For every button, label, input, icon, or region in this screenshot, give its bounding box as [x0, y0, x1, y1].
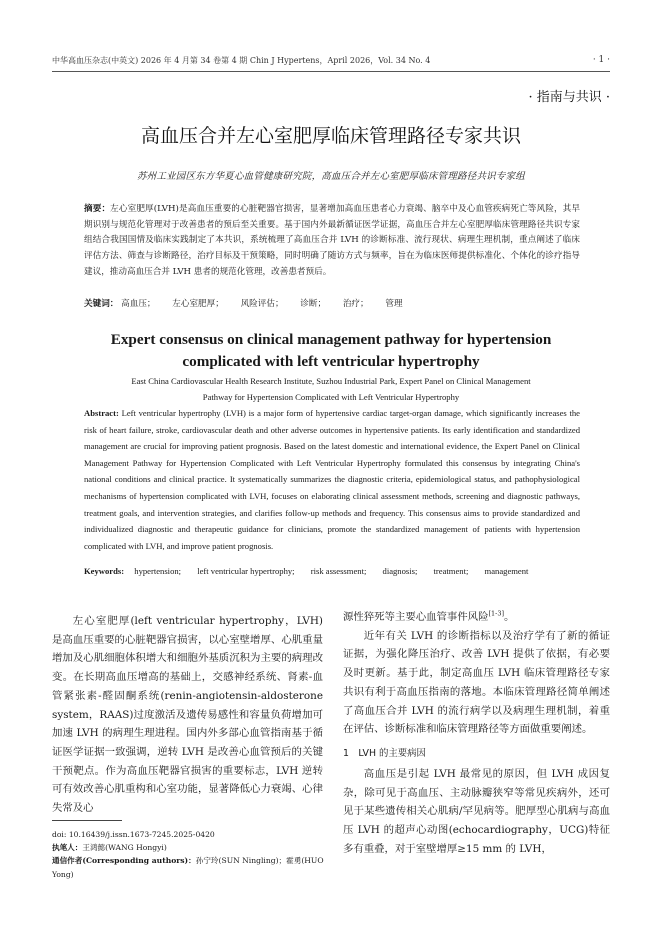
- body-column-left: [52, 612, 323, 818]
- body-text: 。: [504, 611, 515, 623]
- affiliation-en-line: Pathway for Hypertension Complicated with Left Ventricular Hypertrophy: [202, 391, 460, 402]
- corresponding-author-line: [52, 854, 327, 880]
- keyword-en: diagnosis;: [382, 566, 418, 576]
- keyword-en: left ventricular hypertrophy;: [197, 566, 295, 576]
- author-line: [52, 841, 327, 854]
- corr-names: 孙宁玲(SUN Ningling)；霍勇(HUO Yong): [52, 856, 324, 879]
- author-name: 王鸿懿(WANG Hongyi): [82, 843, 167, 853]
- keyword-cn: 治疗；: [342, 299, 369, 309]
- corr-label: 通信作者(Corresponding authors)：: [52, 856, 196, 866]
- body-text: 源性猝死等主要心血管事件风险: [343, 611, 489, 623]
- abstract-cn: [84, 202, 580, 281]
- column-tag: · 指南与共识 ·: [528, 90, 610, 105]
- footnote-rule: [52, 820, 122, 821]
- doi-line: doi: 10.16439/j.issn.1673-7245.2025-0420: [52, 830, 215, 839]
- header-rule: [52, 71, 610, 72]
- keyword-en: management: [484, 566, 529, 576]
- keywords-cn-label: 关键词：: [84, 299, 119, 309]
- abstract-cn-label: 摘要：: [84, 204, 111, 214]
- body-paragraph: 近年有关 LVH 的诊断指标以及治疗学有了新的循证证据，为强化降压治疗、改善 LVH 提供了依据，有必要及时更新。基于此，制定高血压 LVH 临床管理路径专家共识有利于高血压指南的落地。本临床管理路径简单阐述了高血压合并 LVH 的流行病学以及病理生理机制，着重在评估、诊断标准和临床管理路径等方面做重要阐述。: [343, 629, 610, 736]
- abstract-cn-text: 左心室肥厚(LVH)是高血压重要的心脏靶器官损害，显著增加高血压患者心力衰竭、脑卒中及心血管疾病死亡等风险，其早期识别与规范化管理对于改善患者的预后至关重要。基于国内外最新循证医学证据，高血压合并左心室肥厚临床管理路径共识专家组结合我国国情及临床实践制定了本共识，系统梳理了高血压合并 LVH 的诊断标准、流行现状、病理生理机制，重点阐述了临床评估方法、筛查与诊断路径，治疗目标及干预策略，同时明确了随访方式与频率，旨在为临床医师提供标准化、个体化的诊疗指导建议，推动高血压合并 LVH 患者的规范化管理，改善患者预后。: [84, 204, 580, 277]
- article-title-en: [40, 329, 622, 373]
- body-paragraph: 高血压是引起 LVH 最常见的原因，但 LVH 成因复杂，除可见于高血压、主动脉瓣狭窄等常见疾病外，还可见于某些遗传相关心肌病/罕见病等。肥厚型心肌病与高血压 LVH 的超声心动图(echocardiography，UCG)特征多有重叠，对于室壁增厚≥15 mm 的 LVH，: [343, 767, 610, 855]
- keyword-en: risk assessment;: [310, 566, 367, 576]
- title-en-line: complicated with left ventricular hypertrophy: [182, 353, 480, 370]
- article-title-cn: 高血压合并左心室肥厚临床管理路径专家共识: [140, 125, 521, 147]
- body-column-right: [343, 608, 610, 858]
- page-number: · 1 ·: [592, 55, 610, 65]
- abstract-en-text: Left ventricular hypertrophy (LVH) is a major form of hypertensive cardiac target-organ damage, which significantly increases the risk of heart failure, stroke, cardiovascular death and other adverse outcomes in hypertensive patients. Its early identification and standardized management are crucial for improving patient prognosis. Based on the latest domestic and international evidence, the Expert Panel on Clinical Management Pathway for Hypertension Complicated with Left Ventricular Hypertrophy formulated this consensus by integrating China's national conditions and clinical practice. It systematically summarizes the diagnostic criteria, epidemiological status, and pathophysiological mechanisms of hypertension complicated with LVH, focuses on elaborating clinical assessment methods, screening and diagnostic pathways, treatment goals, and intervention strategies, and clarifies follow-up methods and frequency. This consensus aims to provide standardized and individualized diagnostic and therapeutic guidance for clinicians, promote the standardized management of patients with hypertension complicated with LVH, and improve patient prognosis.: [84, 408, 580, 551]
- footnotes: [52, 828, 327, 881]
- affiliation-en-line: East China Cardiovascular Health Research Institute, Suzhou Industrial Park, Expert Panel on Clinical Management: [131, 376, 531, 386]
- keyword-cn: 高血压；: [121, 299, 156, 309]
- keywords-cn: [84, 297, 580, 309]
- keyword-en: hypertension;: [134, 566, 182, 576]
- title-en-line: Expert consensus on clinical management pathway for hypertension: [110, 331, 552, 348]
- keyword-cn: 风险评估；: [240, 299, 284, 309]
- body-paragraph-continued: [343, 608, 610, 627]
- section-heading: 1 LVH 的主要病因: [343, 747, 426, 759]
- body-paragraph: 左心室肥厚(left ventricular hypertrophy，LVH)是高血压重要的心脏靶器官损害，以心室壁增厚、心肌重量增加及心肌细胞体积增大和细胞外基质沉积为主要的病理改变。在长期高血压增高的基础上，交感神经系统、肾素-血管紧张素-醛固酮系统(renin-angiotensin-aldosterone system，RAAS)过度激活及遗传易感性和容量负荷增加可加速 LVH 的病理生理进程。国内外多部心血管指南基于循证医学证据一致强调，逆转 LVH 是改善心血管预后的关键干预靶点。作为高血压靶器官损害的重要标志，LVH 逆转可有效改善心肌重构和心室功能，显著降低心力衰竭、心律失常及心: [52, 615, 323, 815]
- keyword-en: treatment;: [433, 566, 469, 576]
- citation-marker: [1-3]: [488, 609, 505, 618]
- running-header: [52, 55, 610, 69]
- affiliation-en: [40, 374, 622, 405]
- abstract-en: [84, 405, 580, 554]
- keyword-cn: 左心室肥厚；: [172, 299, 224, 309]
- keyword-cn: 管理: [385, 299, 403, 309]
- journal-citation-line: 中华高血压杂志(中英文) 2026 年 4 月第 34 卷第 4 期 Chin J Hypertens，April 2026，Vol. 34 No. 4: [52, 56, 431, 65]
- keyword-cn: 诊断；: [300, 299, 327, 309]
- affiliation-cn: 苏州工业园区东方华夏心血管健康研究院，高血压合并左心室肥厚临床管理路径共识专家组: [136, 171, 525, 182]
- author-label: 执笔人：: [52, 843, 83, 853]
- keywords-en-label: Keywords:: [84, 566, 125, 576]
- abstract-en-label: Abstract:: [84, 408, 119, 418]
- keywords-en: [84, 566, 580, 576]
